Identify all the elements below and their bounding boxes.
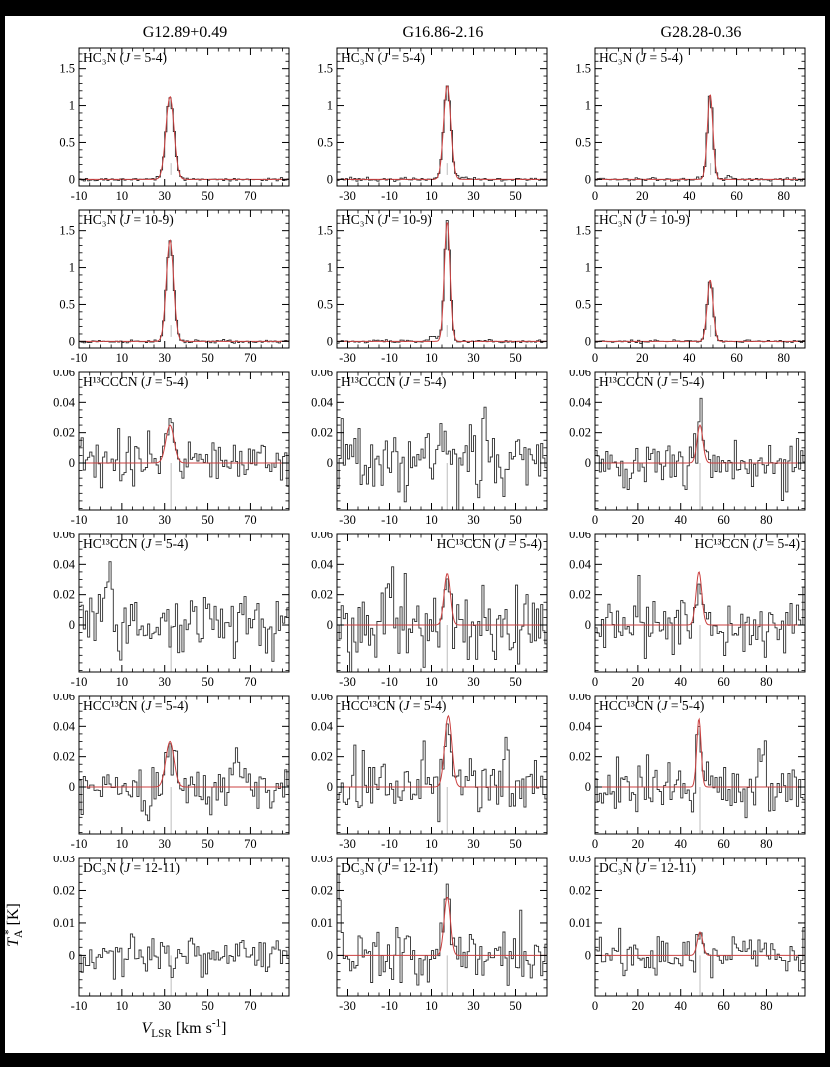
svg-text:0.02: 0.02 (311, 587, 333, 602)
svg-text:30: 30 (158, 513, 171, 527)
svg-text:10: 10 (115, 675, 129, 689)
svg-text:0.02: 0.02 (53, 425, 75, 440)
spectrum-panel (549, 694, 807, 856)
spectrum-panel (291, 856, 549, 1018)
svg-text:10: 10 (115, 999, 129, 1013)
svg-text:HCC¹³CN (J = 5-4): HCC¹³CN (J = 5-4) (599, 698, 705, 713)
svg-text:40: 40 (683, 351, 696, 365)
svg-text:DC₃N (J = 12-11): DC₃N (J = 12-11) (83, 860, 180, 875)
svg-text:0.04: 0.04 (569, 719, 591, 734)
spectrum-panel (291, 46, 549, 208)
svg-text:-10: -10 (381, 999, 398, 1013)
svg-text:1: 1 (326, 98, 333, 113)
svg-text:1.5: 1.5 (317, 223, 333, 238)
svg-text:20: 20 (631, 675, 645, 689)
svg-text:50: 50 (201, 837, 214, 851)
svg-text:-10: -10 (381, 675, 398, 689)
svg-text:0: 0 (591, 189, 599, 203)
svg-text:-10: -10 (70, 513, 88, 527)
svg-text:0.06: 0.06 (53, 532, 75, 541)
svg-text:-10: -10 (70, 999, 88, 1013)
svg-text:0: 0 (584, 334, 591, 349)
svg-text:0: 0 (68, 617, 75, 632)
svg-text:0: 0 (68, 172, 75, 187)
spectrum-panel (33, 46, 291, 208)
svg-text:0: 0 (584, 617, 591, 632)
svg-text:0.04: 0.04 (53, 719, 75, 734)
svg-text:-10: -10 (381, 513, 398, 527)
svg-text:60: 60 (717, 837, 730, 851)
svg-text:H¹³CCCN (J = 5-4): H¹³CCCN (J = 5-4) (341, 374, 447, 389)
svg-text:1: 1 (68, 260, 75, 275)
svg-text:50: 50 (201, 675, 214, 689)
svg-text:10: 10 (115, 189, 129, 203)
x-axis-label: $V_{LSR}$ [km $s^{-1}$] (141, 1017, 227, 1041)
svg-text:30: 30 (467, 513, 480, 527)
spectrum-panel (549, 370, 807, 532)
svg-text:30: 30 (158, 189, 171, 203)
svg-text:0.06: 0.06 (569, 532, 591, 541)
svg-text:0: 0 (68, 948, 75, 963)
svg-text:0.03: 0.03 (569, 856, 591, 865)
spectrum-panel (549, 46, 807, 208)
svg-text:0.02: 0.02 (569, 749, 591, 764)
svg-text:0.02: 0.02 (53, 587, 75, 602)
svg-text:50: 50 (201, 999, 214, 1013)
svg-text:HC¹³CCN (J = 5-4): HC¹³CCN (J = 5-4) (436, 536, 542, 551)
svg-text:0: 0 (584, 948, 591, 963)
svg-text:0.02: 0.02 (311, 749, 333, 764)
svg-text:1.5: 1.5 (575, 61, 591, 76)
svg-text:20: 20 (635, 189, 649, 203)
svg-text:1.5: 1.5 (59, 223, 75, 238)
spectrum-panel (549, 532, 807, 694)
svg-text:70: 70 (244, 837, 257, 851)
svg-text:30: 30 (158, 837, 171, 851)
svg-text:0.5: 0.5 (575, 297, 591, 312)
svg-text:0.01: 0.01 (311, 915, 333, 930)
spectrum-panel (33, 856, 291, 1018)
svg-text:0.04: 0.04 (569, 557, 591, 572)
svg-text:30: 30 (158, 675, 171, 689)
svg-text:1: 1 (326, 260, 333, 275)
svg-text:-30: -30 (339, 675, 356, 689)
svg-text:20: 20 (635, 351, 649, 365)
svg-text:10: 10 (425, 675, 438, 689)
svg-text:HC¹³CCN (J = 5-4): HC¹³CCN (J = 5-4) (694, 536, 800, 551)
spectra-grid (33, 46, 825, 1018)
svg-text:0.01: 0.01 (569, 915, 591, 930)
svg-text:20: 20 (631, 999, 645, 1013)
column-titles (33, 22, 825, 46)
svg-text:0: 0 (591, 351, 599, 365)
column-title-g16: G16.86-2.16 (402, 24, 484, 41)
svg-text:-10: -10 (381, 351, 398, 365)
svg-text:70: 70 (244, 351, 257, 365)
svg-text:-30: -30 (339, 189, 356, 203)
svg-text:80: 80 (777, 351, 791, 365)
svg-text:H¹³CCCN (J = 5-4): H¹³CCCN (J = 5-4) (599, 374, 705, 389)
svg-text:-10: -10 (70, 189, 88, 203)
svg-text:1: 1 (584, 260, 591, 275)
svg-text:0.04: 0.04 (53, 395, 75, 410)
svg-text:70: 70 (244, 513, 257, 527)
svg-text:0: 0 (68, 334, 75, 349)
svg-text:0: 0 (326, 779, 333, 794)
spectrum-panel (33, 532, 291, 694)
svg-text:1.5: 1.5 (59, 61, 75, 76)
spectrum-panel (291, 370, 549, 532)
svg-text:60: 60 (717, 999, 730, 1013)
svg-text:30: 30 (158, 351, 171, 365)
svg-text:10: 10 (115, 837, 129, 851)
svg-text:0.02: 0.02 (569, 883, 591, 898)
svg-text:0.06: 0.06 (311, 694, 333, 703)
column-title-g12: G12.89+0.49 (142, 24, 228, 41)
svg-text:1: 1 (584, 98, 591, 113)
svg-text:0: 0 (326, 455, 333, 470)
svg-text:0.5: 0.5 (59, 297, 75, 312)
spectrum-panel (33, 694, 291, 856)
svg-text:30: 30 (467, 837, 480, 851)
svg-text:10: 10 (425, 189, 438, 203)
svg-text:HC¹³CCN (J = 5-4): HC¹³CCN (J = 5-4) (83, 536, 189, 551)
svg-text:50: 50 (509, 189, 522, 203)
svg-text:10: 10 (425, 837, 438, 851)
svg-text:-30: -30 (339, 999, 356, 1013)
svg-text:0.02: 0.02 (53, 883, 75, 898)
svg-text:0: 0 (591, 675, 599, 689)
svg-text:0: 0 (326, 617, 333, 632)
svg-text:0.06: 0.06 (569, 370, 591, 379)
spectrum-panel (33, 208, 291, 370)
column-title-g28: G28.28-0.36 (660, 24, 742, 41)
svg-text:0: 0 (584, 172, 591, 187)
svg-text:0.04: 0.04 (311, 395, 333, 410)
svg-text:HC₃N (J = 5-4): HC₃N (J = 5-4) (341, 50, 425, 65)
svg-text:50: 50 (201, 351, 214, 365)
svg-text:0.02: 0.02 (53, 749, 75, 764)
svg-text:30: 30 (158, 999, 171, 1013)
svg-text:-30: -30 (339, 513, 356, 527)
svg-text:70: 70 (244, 675, 257, 689)
svg-text:10: 10 (115, 513, 129, 527)
svg-text:20: 20 (631, 837, 645, 851)
svg-text:50: 50 (201, 513, 214, 527)
svg-text:80: 80 (777, 189, 791, 203)
svg-text:50: 50 (201, 189, 214, 203)
svg-text:10: 10 (425, 513, 438, 527)
svg-text:0.04: 0.04 (569, 395, 591, 410)
svg-text:HC₃N (J = 5-4): HC₃N (J = 5-4) (83, 50, 167, 65)
svg-text:1.5: 1.5 (317, 61, 333, 76)
spectrum-panel (33, 370, 291, 532)
svg-text:30: 30 (467, 351, 480, 365)
svg-text:50: 50 (509, 675, 522, 689)
svg-text:-10: -10 (70, 837, 88, 851)
svg-text:40: 40 (674, 513, 687, 527)
svg-text:0: 0 (591, 999, 599, 1013)
svg-text:50: 50 (509, 513, 522, 527)
svg-text:HC₃N (J = 5-4): HC₃N (J = 5-4) (599, 50, 683, 65)
svg-text:-10: -10 (381, 189, 398, 203)
svg-text:0.02: 0.02 (569, 425, 591, 440)
svg-text:0.06: 0.06 (53, 370, 75, 379)
svg-text:H¹³CCCN (J = 5-4): H¹³CCCN (J = 5-4) (83, 374, 189, 389)
svg-text:0.03: 0.03 (53, 856, 75, 865)
spectrum-panel (291, 694, 549, 856)
svg-text:10: 10 (115, 351, 129, 365)
svg-text:40: 40 (683, 189, 696, 203)
svg-text:0.01: 0.01 (53, 915, 75, 930)
spectrum-panel (291, 532, 549, 694)
svg-text:0.5: 0.5 (59, 135, 75, 150)
svg-text:-10: -10 (70, 675, 88, 689)
svg-text:-10: -10 (381, 837, 398, 851)
svg-text:1.5: 1.5 (575, 223, 591, 238)
svg-text:0.06: 0.06 (311, 532, 333, 541)
svg-text:80: 80 (760, 513, 773, 527)
svg-text:50: 50 (509, 999, 522, 1013)
svg-text:HCC¹³CN (J = 5-4): HCC¹³CN (J = 5-4) (83, 698, 189, 713)
svg-text:0.04: 0.04 (311, 557, 333, 572)
svg-text:-30: -30 (339, 837, 356, 851)
svg-text:0: 0 (326, 172, 333, 187)
svg-text:0.5: 0.5 (575, 135, 591, 150)
svg-text:HC₃N (J = 10-9): HC₃N (J = 10-9) (83, 212, 174, 227)
spectrum-panel (549, 208, 807, 370)
spectrum-panel (549, 856, 807, 1018)
svg-text:0: 0 (584, 779, 591, 794)
svg-text:50: 50 (509, 351, 522, 365)
svg-text:1: 1 (68, 98, 75, 113)
svg-text:60: 60 (717, 675, 730, 689)
svg-text:80: 80 (760, 675, 773, 689)
svg-text:HC₃N (J = 10-9): HC₃N (J = 10-9) (341, 212, 432, 227)
svg-text:DC₃N (J = 12-11): DC₃N (J = 12-11) (341, 860, 438, 875)
spectrum-panel (291, 208, 549, 370)
svg-text:80: 80 (760, 837, 773, 851)
svg-text:0.02: 0.02 (311, 883, 333, 898)
svg-text:60: 60 (730, 351, 743, 365)
svg-text:40: 40 (674, 837, 687, 851)
svg-text:-30: -30 (339, 351, 356, 365)
svg-text:0.03: 0.03 (311, 856, 333, 865)
svg-text:80: 80 (760, 999, 773, 1013)
svg-text:0.06: 0.06 (569, 694, 591, 703)
y-axis-label: $T_A^*$ [K] (2, 903, 26, 947)
svg-text:0: 0 (326, 948, 333, 963)
svg-text:30: 30 (467, 675, 480, 689)
svg-text:0.5: 0.5 (317, 135, 333, 150)
svg-text:0: 0 (591, 513, 599, 527)
svg-text:0.04: 0.04 (53, 557, 75, 572)
svg-text:20: 20 (631, 513, 645, 527)
svg-text:0.5: 0.5 (317, 297, 333, 312)
svg-text:70: 70 (244, 189, 257, 203)
svg-text:0: 0 (326, 334, 333, 349)
svg-text:70: 70 (244, 999, 257, 1013)
svg-text:0.06: 0.06 (53, 694, 75, 703)
svg-text:10: 10 (425, 999, 438, 1013)
figure-page (2, 16, 825, 1053)
svg-text:10: 10 (425, 351, 438, 365)
svg-text:60: 60 (730, 189, 743, 203)
svg-text:0: 0 (68, 779, 75, 794)
svg-text:0: 0 (591, 837, 599, 851)
svg-text:30: 30 (467, 189, 480, 203)
svg-text:40: 40 (674, 999, 687, 1013)
svg-text:0: 0 (68, 455, 75, 470)
svg-text:0.02: 0.02 (569, 587, 591, 602)
svg-text:0.02: 0.02 (311, 425, 333, 440)
svg-text:DC₃N (J = 12-11): DC₃N (J = 12-11) (599, 860, 696, 875)
svg-text:40: 40 (674, 675, 687, 689)
svg-text:60: 60 (717, 513, 730, 527)
svg-text:0: 0 (584, 455, 591, 470)
svg-text:0.04: 0.04 (311, 719, 333, 734)
svg-text:30: 30 (467, 999, 480, 1013)
svg-text:-10: -10 (70, 351, 88, 365)
svg-text:HCC¹³CN (J = 5-4): HCC¹³CN (J = 5-4) (341, 698, 447, 713)
svg-text:0.06: 0.06 (311, 370, 333, 379)
svg-text:HC₃N (J = 10-9): HC₃N (J = 10-9) (599, 212, 690, 227)
svg-text:50: 50 (509, 837, 522, 851)
